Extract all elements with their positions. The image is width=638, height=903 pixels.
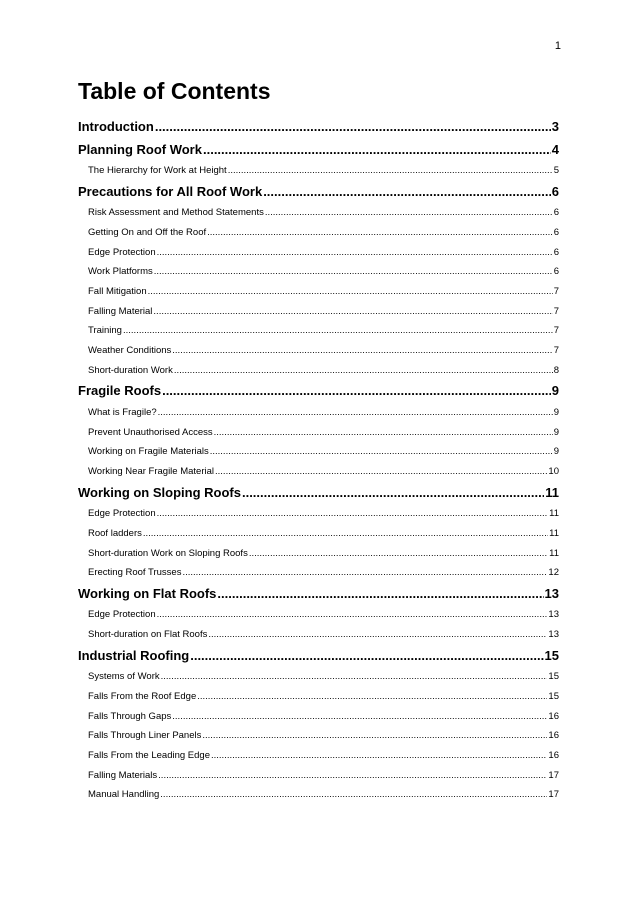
toc-dot-leader — [190, 645, 543, 668]
toc-dot-leader — [160, 785, 547, 805]
toc-entry-page-number: 3 — [551, 119, 559, 134]
toc-entry-label: Working on Fragile Materials — [88, 446, 209, 458]
toc-subentry[interactable] — [78, 707, 559, 727]
toc-dot-leader — [207, 223, 553, 243]
toc-entry-page-number: 13 — [548, 629, 559, 641]
toc-dot-leader — [155, 116, 551, 139]
toc-dot-leader — [211, 746, 547, 766]
toc-entry-label: Weather Conditions — [88, 345, 172, 356]
toc-subentry[interactable] — [78, 203, 559, 223]
toc-entry-label: Introduction — [78, 119, 154, 134]
toc-subentry[interactable] — [78, 667, 559, 687]
toc-entry-page-number: 12 — [548, 567, 559, 579]
toc-entry-label: Roof ladders — [88, 527, 142, 539]
toc-dot-leader — [157, 504, 549, 524]
toc-entry-page-number: 8 — [553, 364, 559, 376]
toc-entry-page-number: 9 — [553, 406, 559, 418]
toc-subentry[interactable] — [78, 282, 559, 302]
toc-subentry[interactable] — [78, 544, 559, 564]
toc-dot-leader — [123, 321, 553, 341]
toc-entry-page-number: 6 — [553, 266, 559, 278]
toc-entry-label: Edge Protection — [88, 609, 156, 621]
toc-entry-page-number: 7 — [553, 325, 559, 337]
toc-dot-leader — [153, 302, 552, 322]
toc-subentry[interactable] — [78, 302, 559, 322]
toc-subentry[interactable] — [78, 524, 559, 544]
toc-entry-page-number: 7 — [553, 305, 559, 317]
toc-entry-label: Falls Through Liner Panels — [88, 730, 202, 742]
toc-entry-page-number: 9 — [553, 426, 559, 438]
toc-dot-leader — [172, 341, 552, 361]
toc-entry-label: Short-duration on Flat Roofs — [88, 629, 208, 641]
toc-entry-label: Planning Roof Work — [78, 141, 202, 157]
toc-subentry[interactable] — [78, 766, 559, 786]
toc-dot-leader — [143, 524, 548, 544]
toc-entry-page-number: 16 — [548, 750, 559, 761]
toc-entry-page-number: 17 — [548, 769, 559, 781]
toc-subentry[interactable] — [78, 403, 559, 423]
toc-entry-page-number: 15 — [548, 671, 559, 683]
toc-entry-page-number: 7 — [553, 285, 559, 297]
toc-entry-label: The Hierarchy for Work at Height — [88, 165, 227, 176]
toc-dot-leader — [197, 687, 547, 707]
toc-entry-label: Risk Assessment and Method Statements — [88, 207, 264, 219]
toc-dot-leader — [162, 380, 551, 403]
toc-entry-page-number: 6 — [553, 226, 559, 238]
toc-entry-label: Systems of Work — [88, 671, 160, 683]
toc-entry-page-number: 15 — [548, 690, 559, 702]
toc-entry-page-number: 9 — [551, 383, 559, 399]
toc-subentry[interactable] — [78, 442, 559, 462]
toc-subentry[interactable] — [78, 726, 559, 746]
toc-entry-label: Edge Protection — [88, 508, 156, 520]
page-number: 1 — [554, 40, 561, 52]
toc-entry-page-number: 7 — [553, 345, 559, 356]
toc-entry-page-number: 13 — [548, 609, 559, 621]
toc-subentry[interactable] — [78, 462, 559, 482]
toc-subentry[interactable] — [78, 563, 559, 583]
toc-entry-page-number: 9 — [553, 446, 559, 458]
toc-entry-page-number: 17 — [548, 789, 559, 801]
toc-entry-page-number: 4 — [551, 141, 559, 157]
toc-heading-entry[interactable] — [78, 116, 559, 139]
toc-dot-leader — [157, 243, 553, 263]
toc-subentry[interactable] — [78, 605, 559, 625]
toc-entry-label: Short-duration Work on Sloping Roofs — [88, 547, 248, 559]
toc-entry-label: Falls From the Roof Edge — [88, 690, 197, 702]
toc-subentry[interactable] — [78, 341, 559, 361]
toc-entry-label: Falling Material — [88, 305, 153, 317]
toc-dot-leader — [214, 423, 553, 443]
toc-subentry[interactable] — [78, 687, 559, 707]
toc-entry-page-number: 11 — [549, 527, 559, 539]
toc-subentry[interactable] — [78, 321, 559, 341]
toc-entry-label: Falling Materials — [88, 769, 158, 781]
toc-subentry[interactable] — [78, 423, 559, 443]
toc-entry-label: Falls From the Leading Edge — [88, 750, 210, 761]
toc-heading-entry[interactable] — [78, 583, 559, 606]
toc-entry-label: What is Fragile? — [88, 406, 157, 418]
toc-heading-entry[interactable] — [78, 482, 559, 505]
toc-heading-entry[interactable] — [78, 139, 559, 162]
toc-dot-leader — [228, 161, 553, 181]
toc-subentry[interactable] — [78, 223, 559, 243]
toc-dot-leader — [157, 605, 548, 625]
toc-dot-leader — [202, 726, 547, 746]
toc-dot-leader — [217, 583, 543, 606]
toc-dot-leader — [172, 707, 547, 727]
toc-dot-leader — [161, 667, 548, 687]
toc-heading-entry[interactable] — [78, 181, 559, 204]
toc-entry-page-number: 15 — [544, 647, 559, 663]
toc-subentry[interactable] — [78, 746, 559, 766]
toc-entry-page-number: 6 — [553, 207, 559, 219]
toc-entry-label: Precautions for All Roof Work — [78, 183, 263, 199]
toc-dot-leader — [174, 361, 553, 381]
toc-entry-label: Short-duration Work — [88, 364, 173, 376]
toc-dot-leader — [203, 139, 551, 162]
toc-entry-page-number: 11 — [545, 484, 559, 500]
toc-subentry[interactable] — [78, 785, 559, 805]
toc-entry-label: Working Near Fragile Material — [88, 465, 215, 477]
toc-dot-leader — [148, 282, 553, 302]
toc-subentry[interactable] — [78, 625, 559, 645]
toc-entry-label: Edge Protection — [88, 246, 156, 258]
toc-subentry[interactable] — [78, 361, 559, 381]
toc-entry-label: Industrial Roofing — [78, 647, 190, 663]
toc-dot-leader — [265, 203, 553, 223]
toc-entry-page-number: 13 — [544, 585, 559, 601]
toc-subentry[interactable] — [78, 262, 559, 282]
toc-entry-page-number: 6 — [551, 183, 559, 199]
toc-dot-leader — [158, 403, 553, 423]
toc-entry-page-number: 16 — [548, 730, 559, 742]
toc-dot-leader — [208, 625, 547, 645]
toc-entry-label: Prevent Unauthorised Access — [88, 426, 213, 438]
toc-entry-page-number: 11 — [549, 547, 559, 559]
toc-entry-page-number: 10 — [548, 465, 559, 477]
toc-subentry[interactable] — [78, 161, 559, 181]
toc-dot-leader — [154, 262, 553, 282]
toc-dot-leader — [215, 462, 547, 482]
toc-dot-leader — [182, 563, 547, 583]
toc-entry-label: Work Platforms — [88, 266, 153, 278]
page-title: Table of Contents — [78, 78, 271, 104]
toc-entry-page-number: 5 — [553, 165, 559, 176]
table-of-contents — [78, 116, 559, 805]
toc-entry-label: Working on Flat Roofs — [78, 585, 217, 601]
toc-subentry[interactable] — [78, 243, 559, 263]
toc-entry-page-number: 11 — [549, 508, 559, 520]
toc-dot-leader — [242, 482, 544, 505]
toc-dot-leader — [263, 181, 551, 204]
toc-entry-label: Getting On and Off the Roof — [88, 226, 207, 238]
toc-entry-label: Manual Handling — [88, 789, 160, 801]
toc-entry-label: Fragile Roofs — [78, 383, 162, 399]
toc-entry-label: Erecting Roof Trusses — [88, 567, 182, 579]
toc-entry-page-number: 6 — [553, 246, 559, 258]
toc-subentry[interactable] — [78, 504, 559, 524]
toc-heading-entry[interactable] — [78, 380, 559, 403]
toc-dot-leader — [210, 442, 553, 462]
toc-entry-label: Working on Sloping Roofs — [78, 484, 241, 500]
toc-entry-label: Training — [88, 325, 122, 337]
toc-dot-leader — [249, 544, 548, 564]
toc-heading-entry[interactable] — [78, 645, 559, 668]
toc-entry-label: Falls Through Gaps — [88, 710, 172, 722]
toc-entry-page-number: 16 — [548, 710, 559, 722]
toc-dot-leader — [158, 766, 547, 786]
toc-entry-label: Fall Mitigation — [88, 285, 147, 297]
